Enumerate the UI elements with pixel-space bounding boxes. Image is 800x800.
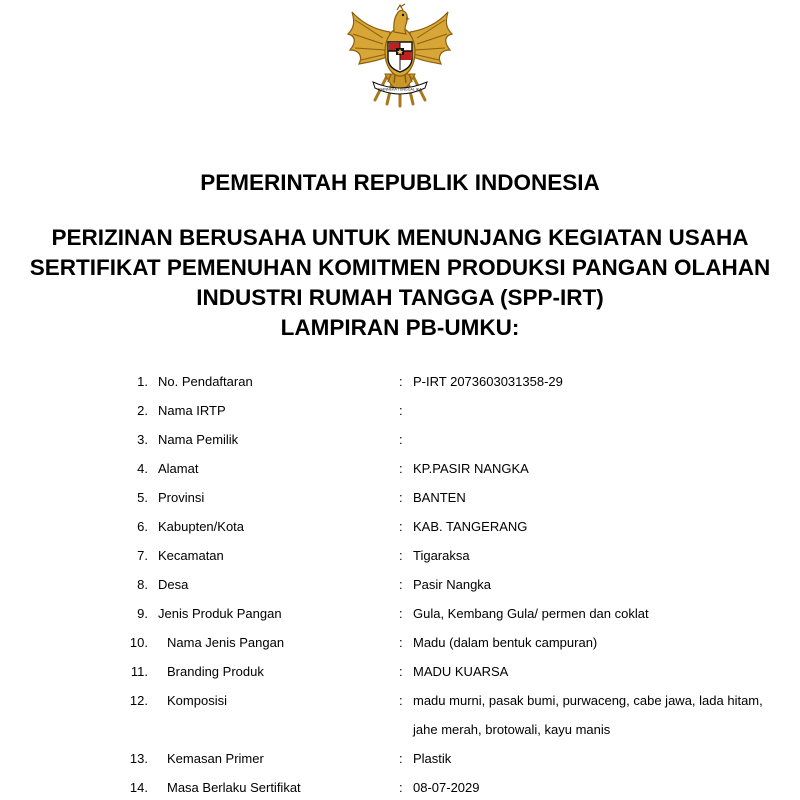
field-value: Gula, Kembang Gula/ permen dan coklat	[413, 606, 649, 621]
heading-line-1: PERIZINAN BERUSAHA UNTUK MENUNJANG KEGIATAN USAHA	[51, 225, 749, 250]
field-label: Kecamatan	[158, 548, 224, 563]
field-number: 4.	[137, 461, 148, 476]
field-number: 12.	[129, 693, 148, 708]
field-row-irtp-name	[0, 400, 800, 422]
heading-line-2: SERTIFIKAT PEMENUHAN KOMITMEN PRODUKSI PANGAN OLAHAN	[29, 255, 771, 280]
field-label: Nama Jenis Pangan	[167, 635, 285, 650]
field-value: KP.PASIR NANGKA	[413, 461, 529, 476]
field-number: 3.	[137, 432, 148, 447]
field-number: 5.	[137, 490, 148, 505]
heading-line-3: INDUSTRI RUMAH TANGGA (SPP-IRT)	[196, 285, 604, 310]
field-row-food-type-name	[0, 632, 800, 654]
field-row-primary-packaging	[0, 748, 800, 770]
field-value: Madu (dalam bentuk campuran)	[413, 635, 598, 650]
field-row-province	[0, 487, 800, 509]
field-number: 1.	[137, 374, 148, 389]
field-label: Kabupten/Kota	[158, 519, 245, 534]
page-title: PEMERINTAH REPUBLIK INDONESIA	[200, 170, 600, 195]
field-row-address	[0, 458, 800, 480]
field-value: BANTEN	[413, 490, 466, 505]
field-label: Kemasan Primer	[167, 751, 264, 766]
field-label: No. Pendaftaran	[158, 374, 253, 389]
field-label: Provinsi	[158, 490, 205, 505]
field-colon: :	[399, 490, 403, 505]
field-number: 8.	[137, 577, 148, 592]
field-colon: :	[399, 780, 403, 795]
field-value: MADU KUARSA	[413, 664, 509, 679]
field-colon: :	[399, 548, 403, 563]
field-colon: :	[399, 664, 403, 679]
field-value: 08-07-2029	[413, 780, 480, 795]
field-value: P-IRT 2073603031358-29	[413, 374, 563, 389]
field-label: Branding Produk	[167, 664, 264, 679]
field-label: Nama Pemilik	[158, 432, 239, 447]
field-number: 7.	[137, 548, 148, 563]
field-row-village	[0, 574, 800, 596]
field-row-product-branding	[0, 661, 800, 683]
field-label: Desa	[158, 577, 189, 592]
field-row-certificate-validity	[0, 777, 800, 799]
field-row-registration-number	[0, 371, 800, 393]
garuda-emblem-icon	[343, 2, 457, 108]
field-colon: :	[399, 519, 403, 534]
field-colon: :	[399, 374, 403, 389]
field-number: 11.	[130, 664, 148, 679]
document-heading	[0, 223, 800, 343]
field-colon: :	[399, 635, 403, 650]
field-label: Nama IRTP	[158, 403, 226, 418]
field-colon: :	[399, 693, 403, 708]
field-number: 9.	[137, 606, 148, 621]
field-number: 6.	[137, 519, 148, 534]
field-row-district	[0, 545, 800, 567]
field-label: Alamat	[158, 461, 199, 476]
field-number: 13.	[129, 751, 148, 766]
field-colon: :	[399, 577, 403, 592]
heading-line-4: LAMPIRAN PB-UMKU:	[280, 315, 520, 340]
field-row-regency	[0, 516, 800, 538]
field-value-continued: jahe merah, brotowali, kayu manis	[413, 722, 611, 737]
field-colon: :	[399, 606, 403, 621]
field-colon: :	[399, 461, 403, 476]
field-value: madu murni, pasak bumi, purwaceng, cabe jawa, lada hitam,	[413, 693, 763, 708]
field-row-owner-name	[0, 429, 800, 451]
field-number: 14.	[129, 780, 148, 795]
emblem-motto: BHINNEKA TUNGGAL IKA	[378, 87, 422, 92]
field-label: Komposisi	[167, 693, 227, 708]
field-number: 2.	[137, 403, 148, 418]
field-value: Pasir Nangka	[413, 577, 492, 592]
field-value: Tigaraksa	[413, 548, 470, 563]
field-row-composition	[0, 690, 800, 737]
field-number: 10.	[129, 635, 148, 650]
field-value: KAB. TANGERANG	[413, 519, 528, 534]
field-colon: :	[399, 432, 403, 447]
field-label: Masa Berlaku Sertifikat	[167, 780, 301, 795]
field-colon: :	[399, 403, 403, 418]
field-row-product-type	[0, 603, 800, 625]
field-colon: :	[399, 751, 403, 766]
field-value: Plastik	[413, 751, 452, 766]
field-label: Jenis Produk Pangan	[158, 606, 282, 621]
